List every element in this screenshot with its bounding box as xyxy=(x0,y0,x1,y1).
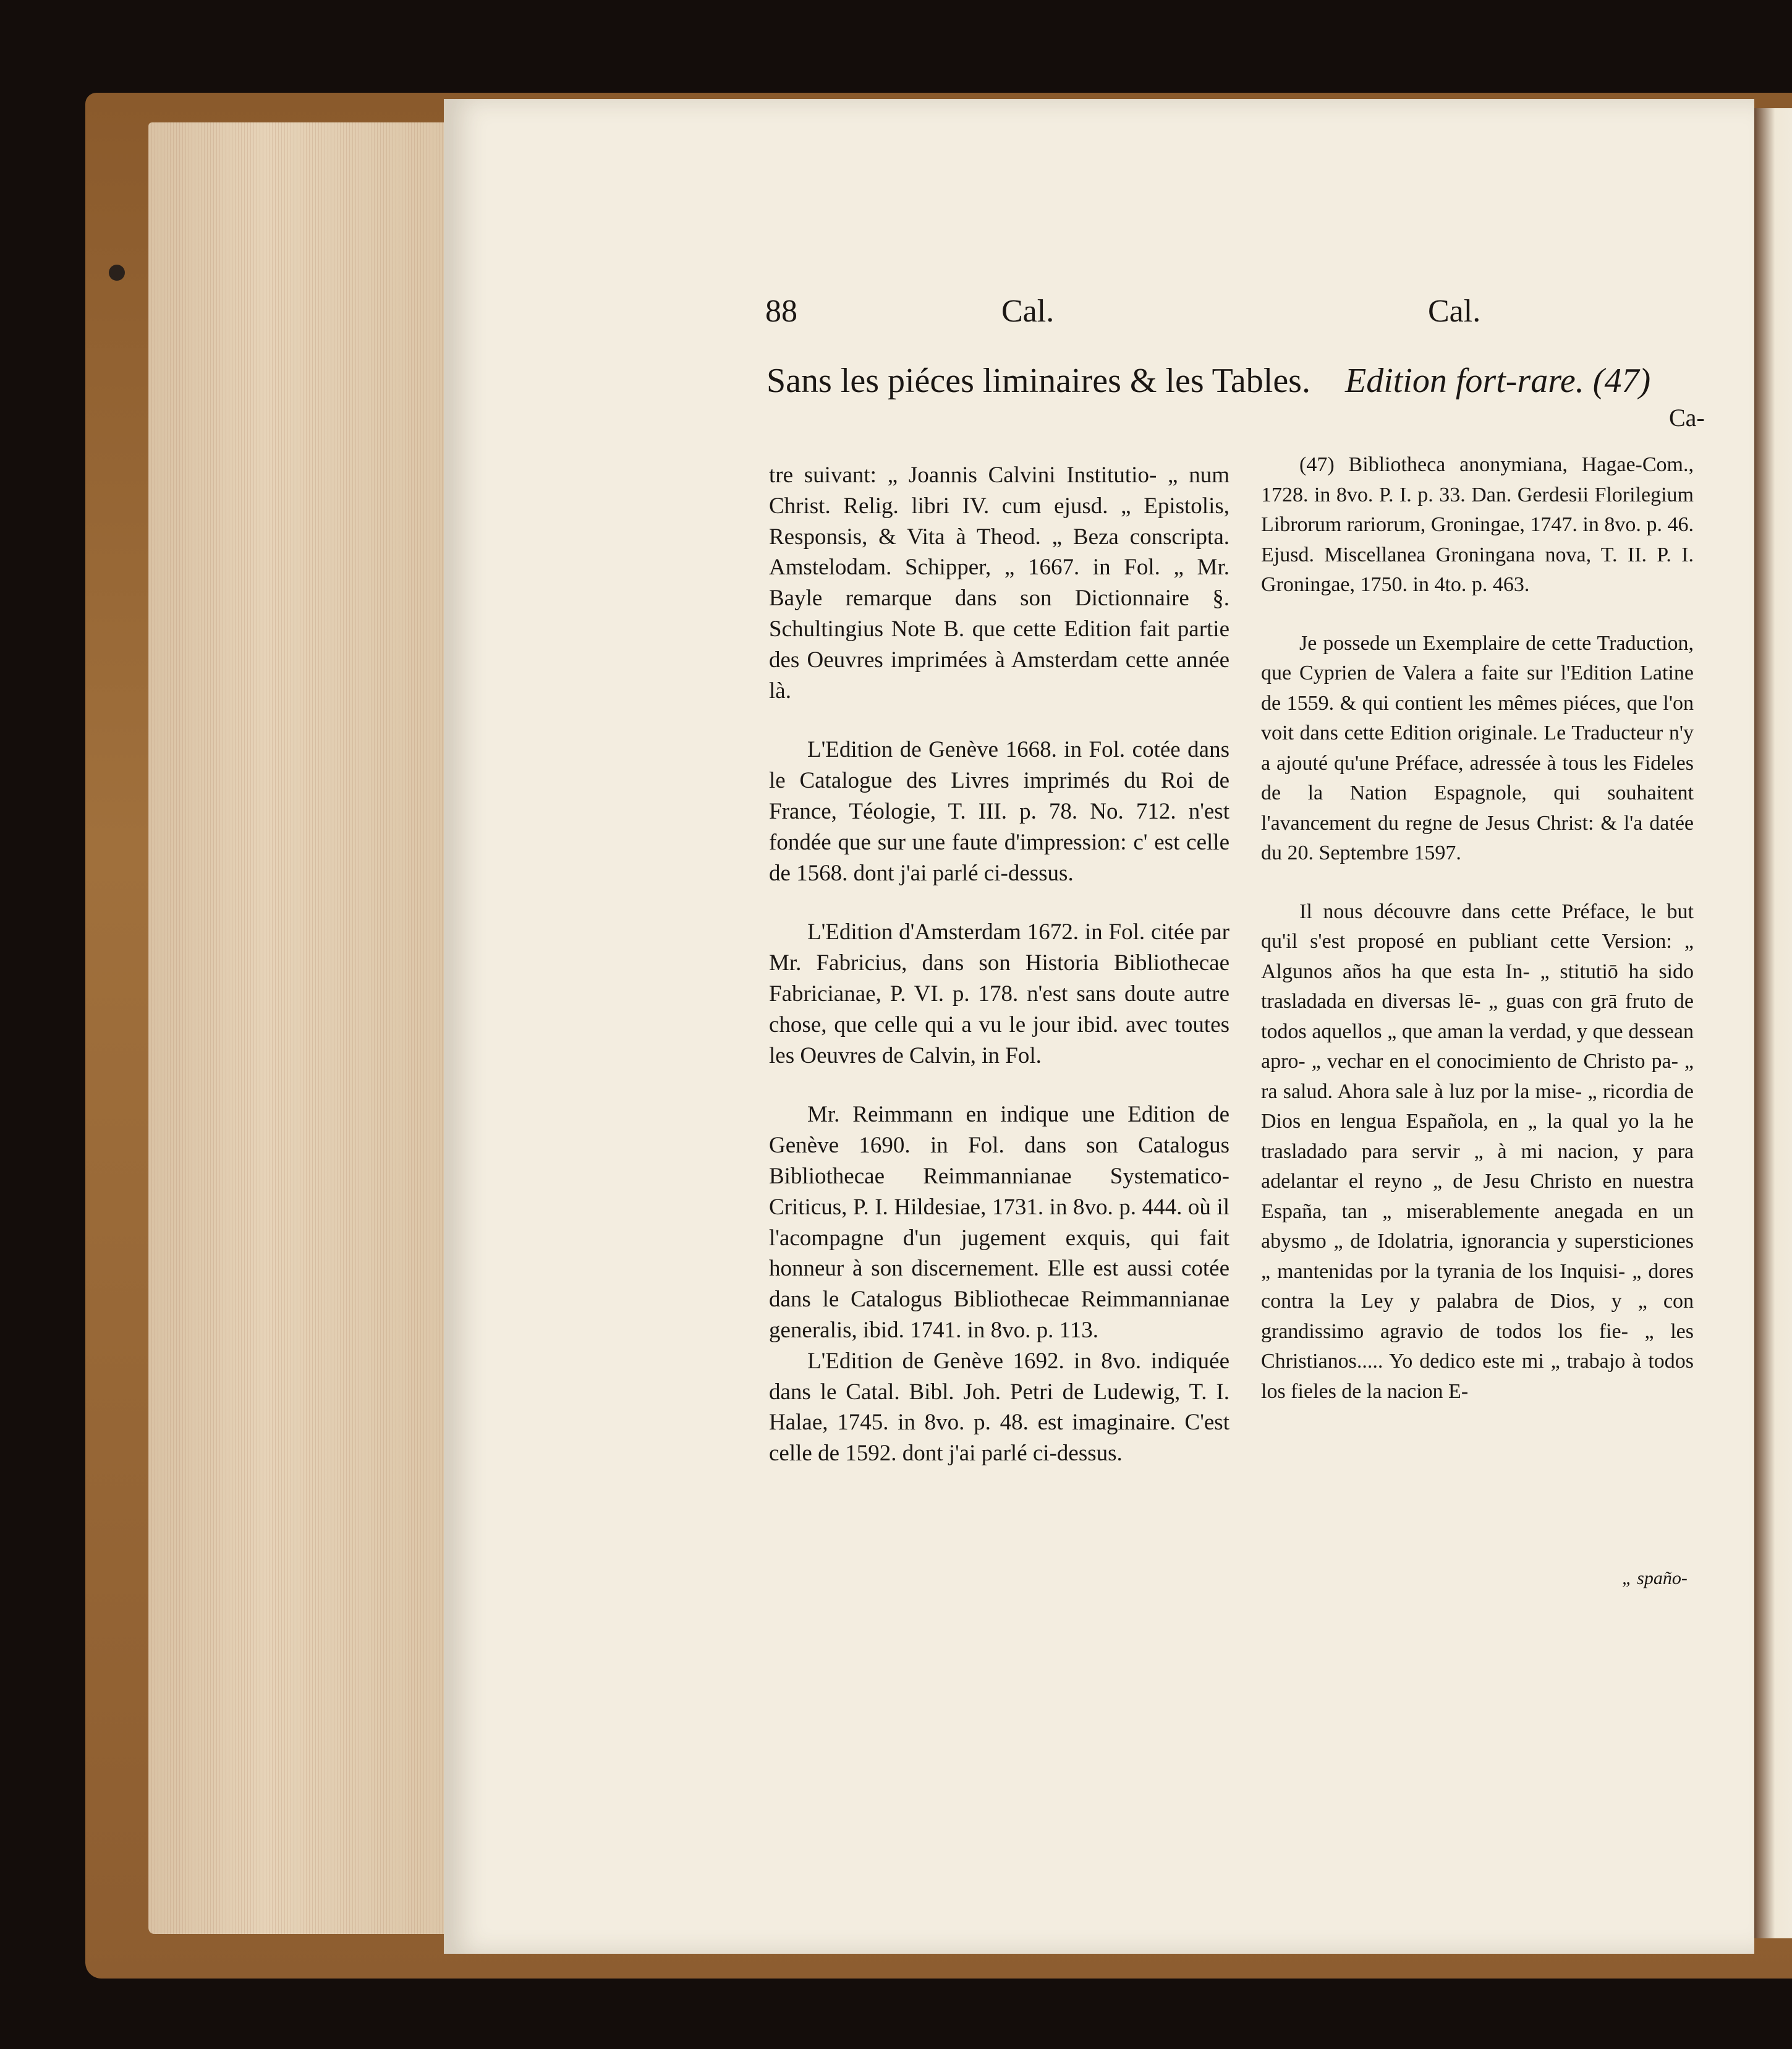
paragraph: L'Edition de Genève 1668. in Fol. cotée dans le Catalogue des Livres imprimés du Roi de France, Téologie, T. III. p. 78. No. 712. n'est fondée que sur une faute d'impression: c' est celle de 1568. dont j'ai parlé ci-dessus. xyxy=(769,737,1229,886)
paragraph: Il nous découvre dans cette Préface, le but qu'il s'est proposé en publiant cette Version: „ Algunos años ha que esta In- „ stitutiō ha sido trasladada en diversas lē- „ guas con grā fruto de todos aquellos „ que aman la verdad, y que dessean apro- „ vechar en el conocimiento de Christo pa- „ ra salud. Ahora sale à luz por la mise- „ ricordia de Dios en lengua Española, en „ la qual yo la he trasladado para servir „ à mi nacion, y para adelantar el reyno „ de Jesu Christo en nuestra España, tan „ miserablemente anegada en un abysmo „ de Idolatria, ignorancia y supersticiones „ mantenidas por la tyrania de los Inquisi- „ dores contra la Ley y palabra de Dios, y „ con grandissimo agravio de todos los fie- „ les Christianos..... Yo dedico este mi „ trabajo à todos los fieles de la nacion E- xyxy=(1261,900,1694,1403)
paragraph: Je possede un Exemplaire de cette Traduction, que Cyprien de Valera a faite sur l'Edition Latine de 1559. & qui contient les mêmes piéces, que l'on voit dans cette Edition originale. Le Traducteur n'y a ajouté qu'une Préface, adressée à tous les Fideles de la Nation Espagnole, qui souhaitent l'avancement du regne de Jesus Christ: & l'a datée du 20. Septembre 1597. xyxy=(1261,631,1694,864)
paragraph: L'Edition d'Amsterdam 1672. in Fol. citée par Mr. Fabricius, dans son Historia Bibliothecae Fabricianae, P. VI. p. 178. n'est sans doute autre chose, que celle qui a vu le jour ibid. avec toutes les Oeuvres de Calvin, in Fol. xyxy=(769,919,1229,1068)
running-line-right: Edition fort-rare. (47) xyxy=(1344,362,1651,400)
binding-dot xyxy=(109,265,125,281)
page-number: 88 xyxy=(765,294,797,329)
left-column xyxy=(769,460,1229,1469)
right-column xyxy=(1261,450,1694,1407)
footnote: (47) Bibliotheca anonymiana, Hagae-Com., 1728. in 8vo. P. I. p. 33. Dan. Gerdesii Florilegium Librorum rariorum, Groningae, 1747. in 8vo. p. 46. Ejusd. Miscellanea Groningana nova, T. II. P. I. Groningae, 1750. in 4to. p. 463. xyxy=(1261,453,1694,596)
paragraph: tre suivant: „ Joannis Calvini Institutio- „ num Christ. Relig. libri IV. cum ejusd. „ Epistolis, Responsis, & Vita à Theod. „ Beza conscripta. Amstelodam. Schipper, „ 1667. in Fol. „ Mr. Bayle remarque dans son Dictionnaire §. Schultingius Note B. que cette Edition fait partie des Oeuvres imprimées à Amsterdam cette année là. xyxy=(769,462,1229,704)
paragraph: L'Edition de Genève 1692. in 8vo. indiquée dans le Catal. Bibl. Joh. Petri de Ludewig, T. I. Halae, 1745. in 8vo. p. 48. est imaginaire. C'est celle de 1592. dont j'ai parlé ci-dessus. xyxy=(769,1348,1229,1467)
corner-catchword: Ca- xyxy=(1669,404,1705,432)
facing-page-edge xyxy=(1754,108,1792,1938)
paragraph: Mr. Reimmann en indique une Edition de Genève 1690. in Fol. dans son Catalogus Bibliothecae Reimmannianae Systematico-Criticus, P. I. Hildesiae, 1731. in 8vo. p. 444. où il l'acompagne d'un jugement exquis, qui fait honneur à son discernement. Elle est aussi cotée dans le Catalogus Bibliothecae Reimmannianae generalis, ibid. 1741. in 8vo. p. 113. xyxy=(769,1102,1229,1343)
running-line-left: Sans les piéces liminaires & les Tables. xyxy=(766,362,1310,400)
catchword: „ spaño- xyxy=(1622,1568,1688,1588)
running-line xyxy=(766,364,1650,398)
header-right: Cal. xyxy=(1428,294,1481,329)
header-left: Cal. xyxy=(1001,294,1055,329)
page-edges xyxy=(148,122,445,1934)
